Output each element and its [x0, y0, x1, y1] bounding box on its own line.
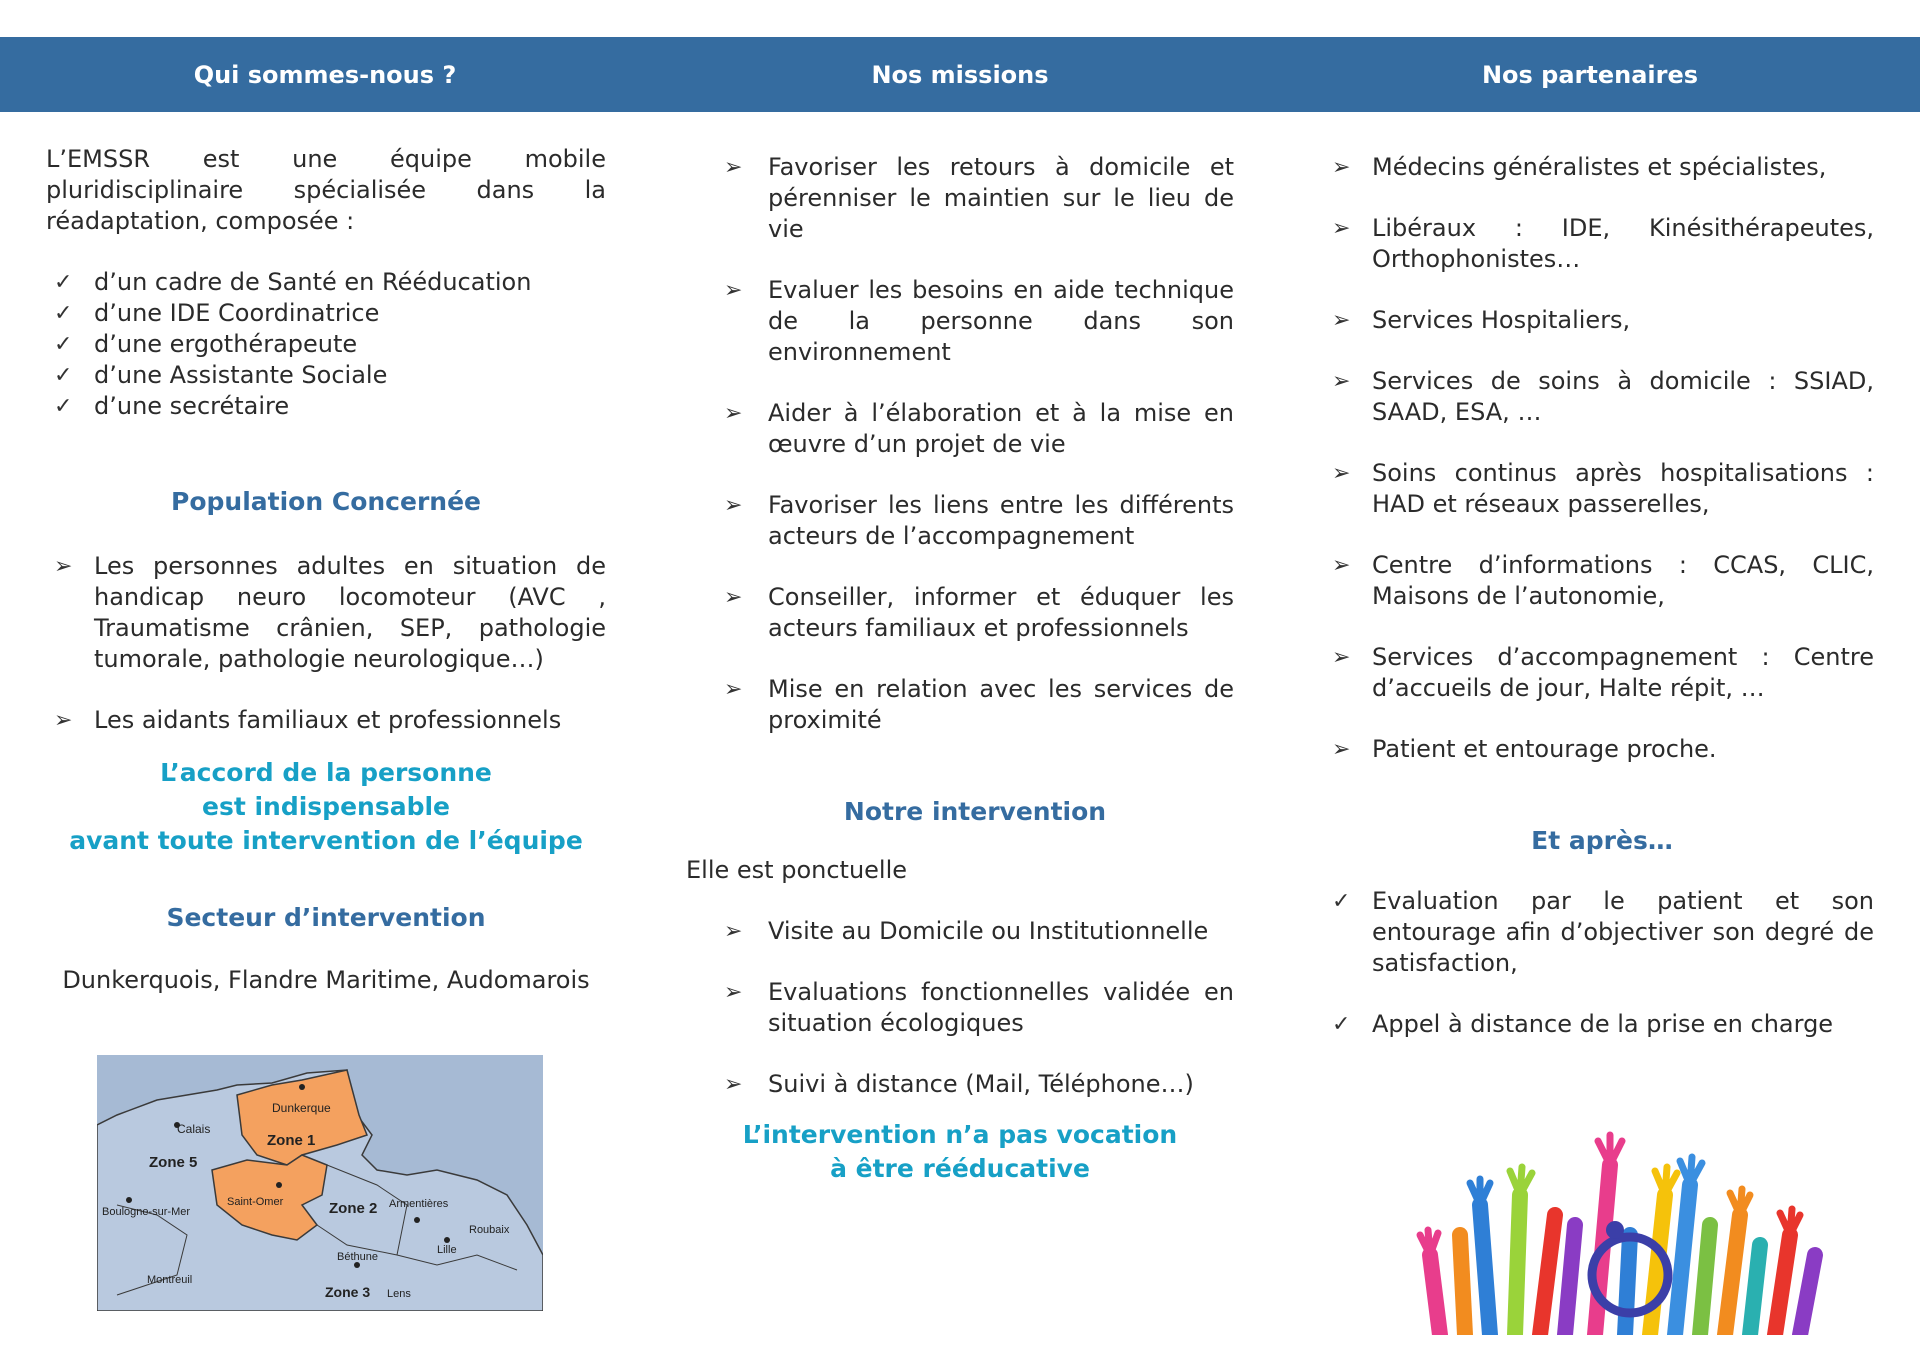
list-item: ➢ Mise en relation avec les services de proximité [724, 675, 1234, 734]
map-label: Zone 5 [149, 1154, 198, 1171]
arrow-icon: ➢ [724, 919, 743, 944]
column-nos-partenaires [1330, 152, 1874, 1040]
list-item: ➢ Centre d’informations : CCAS, CLIC, Maisons de l’autonomie, [1332, 551, 1874, 610]
intro-text: L’EMSSR est une équipe mobile pluridisciplinaire spécialisée dans la réadaptation, composée : [46, 145, 606, 235]
arrow-icon: ➢ [1332, 369, 1351, 394]
arrow-icon: ➢ [54, 708, 73, 733]
arrow-icon: ➢ [724, 585, 743, 610]
list-item: ✓ Appel à distance de la prise en charge [1332, 1010, 1834, 1038]
list-item: ➢ Conseiller, informer et éduquer les acteurs familiaux et professionnels [724, 583, 1234, 642]
list-item: ➢ Suivi à distance (Mail, Téléphone…) [724, 1070, 1194, 1098]
intervention-intro: Elle est ponctuelle [686, 856, 908, 884]
list-item: ✓ Evaluation par le patient et son entourage afin d’objectiver son degré de satisfaction, [1332, 887, 1874, 977]
population-list [46, 551, 606, 736]
list-item: ➢ Visite au Domicile ou Institutionnelle [724, 917, 1209, 945]
list-item: ➢ Médecins généralistes et spécialistes, [1332, 153, 1827, 181]
list-item: ➢ Services de soins à domicile : SSIAD, SAAD, ESA, … [1332, 367, 1874, 426]
column-nos-missions [686, 152, 1234, 1186]
header-nos-missions: Nos missions [871, 60, 1049, 89]
list-item: ✓ d’une secrétaire [54, 392, 290, 420]
list-item: ✓ d’une IDE Coordinatrice [54, 299, 380, 327]
map-label: Armentières [389, 1198, 449, 1210]
check-icon: ✓ [54, 363, 73, 388]
map-label: Roubaix [469, 1224, 510, 1236]
list-item: ➢ Services d’accompagnement : Centre d’accueils de jour, Halte répit, … [1332, 643, 1874, 702]
list-item: ✓ d’une Assistante Sociale [54, 361, 388, 389]
check-icon: ✓ [1332, 889, 1351, 914]
header-qui-sommes-nous: Qui sommes-nous ? [193, 60, 457, 89]
check-icon: ✓ [54, 332, 73, 357]
arrow-icon: ➢ [724, 278, 743, 303]
map-label: Calais [177, 1122, 211, 1136]
sector-map [97, 1055, 543, 1311]
check-icon: ✓ [54, 394, 73, 419]
missions-list [686, 152, 1234, 736]
header-nos-partenaires: Nos partenaires [1481, 60, 1699, 89]
list-item: ➢ Favoriser les retours à domicile et pérenniser le maintien sur le lieu de vie [724, 153, 1234, 243]
arrow-icon: ➢ [1332, 553, 1351, 578]
arrow-icon: ➢ [724, 155, 743, 180]
map-label: Béthune [337, 1251, 378, 1263]
list-item: ➢ Les aidants familiaux et professionnels [54, 706, 562, 734]
apres-list [1330, 886, 1874, 1040]
arrow-icon: ➢ [1332, 216, 1351, 241]
list-item: ➢ Les personnes adultes en situation de handicap neuro locomoteur (AVC , Traumatisme crânien, SEP, pathologie tumorale, pathologie neurologique…) [54, 552, 606, 673]
arrow-icon: ➢ [724, 677, 743, 702]
list-item: ➢ Aider à l’élaboration et à la mise en œuvre d’un projet de vie [724, 399, 1234, 458]
list-item: ➢ Services Hospitaliers, [1332, 306, 1631, 334]
map-label: Dunkerque [272, 1101, 331, 1115]
check-icon: ✓ [54, 301, 73, 326]
arrow-icon: ➢ [1332, 645, 1351, 670]
check-icon: ✓ [54, 270, 73, 295]
list-item: ➢ Evaluations fonctionnelles validée en situation écologiques [724, 978, 1234, 1037]
list-item: ➢ Favoriser les liens entre les différents acteurs de l’accompagnement [724, 491, 1234, 550]
arrow-icon: ➢ [724, 1072, 743, 1097]
intervention-title: Notre intervention [843, 797, 1107, 826]
list-item: ➢ Soins continus après hospitalisations : HAD et réseaux passerelles, [1332, 459, 1874, 518]
map-label: Zone 1 [267, 1132, 316, 1149]
arrow-icon: ➢ [1332, 308, 1351, 333]
list-item: ✓ d’un cadre de Santé en Rééducation [54, 268, 532, 296]
list-item: ✓ d’une ergothérapeute [54, 330, 358, 358]
intervention-list [686, 916, 1234, 1100]
list-item: ➢ Libéraux : IDE, Kinésithérapeutes, Orthophonistes… [1332, 214, 1874, 273]
intervention-note: L’intervention n’a pas vocation à être rééducative [742, 1120, 1178, 1183]
map-label: Boulogne-sur-Mer [102, 1206, 191, 1218]
arrow-icon: ➢ [1332, 461, 1351, 486]
partners-list [1330, 152, 1874, 765]
map-label: Lille [437, 1244, 457, 1256]
arrow-icon: ➢ [1332, 155, 1351, 180]
raised-hands-illustration [1410, 1125, 1830, 1335]
accord-note: L’accord de la personne est indispensable avant toute intervention de l’équipe [69, 758, 583, 855]
map-label: Lens [387, 1288, 411, 1300]
arrow-icon: ➢ [724, 980, 743, 1005]
map-label: Saint-Omer [227, 1196, 284, 1208]
team-list [46, 267, 606, 422]
list-item: ➢ Evaluer les besoins en aide technique de la personne dans son environnement [724, 276, 1234, 366]
map-label: Zone 2 [329, 1200, 378, 1217]
map-label: Montreuil [147, 1274, 193, 1286]
map-label: Zone 3 [325, 1284, 371, 1300]
secteur-title: Secteur d’intervention [166, 903, 486, 932]
apres-title: Et après… [1531, 826, 1673, 855]
column-qui-sommes-nous [46, 144, 606, 996]
check-icon: ✓ [1332, 1012, 1351, 1037]
arrow-icon: ➢ [1332, 737, 1351, 762]
arrow-icon: ➢ [54, 554, 73, 579]
list-item: ➢ Patient et entourage proche. [1332, 735, 1717, 763]
header-bar [0, 37, 1920, 112]
arrow-icon: ➢ [724, 401, 743, 426]
secteur-text: Dunkerquois, Flandre Maritime, Audomarois [62, 966, 590, 994]
population-title: Population Concernée [171, 487, 481, 516]
arrow-icon: ➢ [724, 493, 743, 518]
